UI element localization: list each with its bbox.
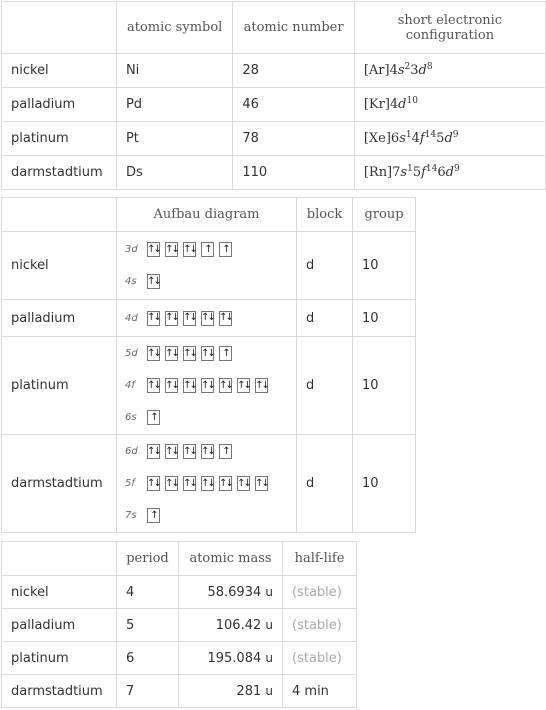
config-text: [Xe]6 xyxy=(363,131,400,146)
corner-header xyxy=(2,2,117,54)
electron-pair-box: ↑↓ xyxy=(201,476,214,491)
electron-single-box: ↑ xyxy=(147,508,160,523)
config-orbital: f xyxy=(421,165,426,180)
config-orbital: d xyxy=(445,165,454,180)
element-name: palladium xyxy=(2,300,117,337)
orbital-label: 5d xyxy=(125,348,138,359)
orbital-label: 4s xyxy=(125,276,137,287)
orbital-row xyxy=(125,370,288,402)
orbital-label: 3d xyxy=(125,244,138,255)
electron-pair-box: ↑↓ xyxy=(165,311,178,326)
mass-unit: u xyxy=(265,584,273,599)
config-orbital: d xyxy=(418,63,427,78)
aufbau-table xyxy=(1,197,416,533)
electron-pair-box: ↑↓ xyxy=(219,476,232,491)
element-properties-table xyxy=(1,1,546,190)
element-name: palladium xyxy=(2,88,117,122)
config-occupancy: 8 xyxy=(426,62,433,72)
table-row xyxy=(2,642,357,675)
block: d xyxy=(297,300,353,337)
half-life: (stable) xyxy=(283,642,357,675)
electron-pair-box: ↑↓ xyxy=(147,346,160,361)
header-atomic-mass: atomic mass xyxy=(179,542,283,576)
element-name: platinum xyxy=(2,337,117,435)
electron-pair-box: ↑↓ xyxy=(147,476,160,491)
config-text: 5 xyxy=(412,165,422,180)
config-occupancy: 14 xyxy=(424,130,437,140)
aufbau-diagram xyxy=(117,435,297,533)
element-name: nickel xyxy=(2,54,117,88)
mass-value: 281 xyxy=(236,683,262,699)
config-text: 5 xyxy=(436,131,445,146)
atomic-number: 46 xyxy=(233,88,354,122)
electron-pair-box: ↑↓ xyxy=(165,242,178,257)
config-text: [Ar]4 xyxy=(363,63,398,78)
atomic-symbol: Pd xyxy=(116,88,232,122)
mass-unit: u xyxy=(265,617,273,632)
table-row xyxy=(2,54,546,88)
electron-pair-box: ↑↓ xyxy=(165,444,178,459)
orbital-label: 4f xyxy=(125,380,135,391)
group: 10 xyxy=(353,232,416,300)
orbital-row xyxy=(125,234,288,266)
config-text: 6 xyxy=(437,165,446,180)
element-name: palladium xyxy=(2,609,117,642)
config-text: 4 xyxy=(411,131,420,146)
table-row xyxy=(2,156,546,190)
orbital-label: 4d xyxy=(125,312,138,324)
block: d xyxy=(297,232,353,300)
mass-value: 58.6934 xyxy=(207,584,262,600)
electron-single-box: ↑ xyxy=(147,410,160,425)
period: 5 xyxy=(117,609,179,642)
element-name: darmstadtium xyxy=(2,675,117,708)
atomic-number: 28 xyxy=(233,54,354,88)
config-occupancy: 1 xyxy=(405,130,412,140)
electron-pair-box: ↑↓ xyxy=(147,274,160,289)
orbital-row xyxy=(125,468,288,500)
header-atomic-number: atomic number xyxy=(233,2,354,54)
orbital-label: 6d xyxy=(125,446,138,457)
electron-pair-box: ↑↓ xyxy=(201,444,214,459)
orbital-row xyxy=(125,302,288,334)
electron-pair-box: ↑↓ xyxy=(237,476,250,491)
element-name: nickel xyxy=(2,232,117,300)
orbital-row xyxy=(125,338,288,370)
electron-pair-box: ↑↓ xyxy=(219,378,232,393)
atomic-symbol: Pt xyxy=(116,122,232,156)
electron-single-box: ↑ xyxy=(219,242,232,257)
mass-halflife-table xyxy=(1,541,357,708)
orbital-row xyxy=(125,500,288,532)
electron-pair-box: ↑↓ xyxy=(183,346,196,361)
corner-header xyxy=(2,542,117,576)
electronic-configuration xyxy=(354,88,545,122)
table-header-row xyxy=(2,198,416,232)
config-occupancy: 14 xyxy=(425,164,438,174)
config-occupancy: 9 xyxy=(453,164,460,174)
orbital-row xyxy=(125,266,288,298)
table-row xyxy=(2,122,546,156)
config-text: 3 xyxy=(410,63,419,78)
config-text: [Kr]4 xyxy=(363,97,399,112)
table-row xyxy=(2,88,546,122)
mass-unit: u xyxy=(265,650,273,665)
header-atomic-symbol: atomic symbol xyxy=(116,2,232,54)
aufbau-diagram xyxy=(117,300,297,337)
electron-pair-box: ↑↓ xyxy=(183,311,196,326)
table-row xyxy=(2,675,357,708)
electronic-configuration xyxy=(354,156,545,190)
group: 10 xyxy=(353,300,416,337)
period: 7 xyxy=(117,675,179,708)
atomic-mass xyxy=(179,609,283,642)
config-occupancy: 2 xyxy=(404,62,411,72)
corner-header xyxy=(2,198,117,232)
aufbau-diagram xyxy=(117,232,297,300)
half-life: 4 min xyxy=(283,675,357,708)
period: 4 xyxy=(117,576,179,609)
config-text: [Rn]7 xyxy=(363,165,401,180)
electron-pair-box: ↑↓ xyxy=(219,311,232,326)
electronic-configuration xyxy=(354,54,545,88)
config-occupancy: 9 xyxy=(452,130,459,140)
electron-pair-box: ↑↓ xyxy=(201,346,214,361)
atomic-mass xyxy=(179,576,283,609)
config-orbital: s xyxy=(397,63,405,78)
element-name: nickel xyxy=(2,576,117,609)
aufbau-diagram xyxy=(117,337,297,435)
mass-unit: u xyxy=(265,683,273,698)
element-name: platinum xyxy=(2,122,117,156)
period: 6 xyxy=(117,642,179,675)
config-orbital: s xyxy=(399,131,406,146)
config-orbital: s xyxy=(400,165,408,180)
electron-pair-box: ↑↓ xyxy=(165,346,178,361)
table-header-row xyxy=(2,2,546,54)
atomic-number: 78 xyxy=(233,122,354,156)
table-row xyxy=(2,435,416,533)
electron-pair-box: ↑↓ xyxy=(201,311,214,326)
electron-pair-box: ↑↓ xyxy=(255,378,268,393)
config-orbital: d xyxy=(398,97,407,112)
table-row xyxy=(2,337,416,435)
element-name: darmstadtium xyxy=(2,156,117,190)
header-electronic-configuration: short electronic configuration xyxy=(354,2,545,54)
electron-pair-box: ↑↓ xyxy=(183,378,196,393)
electron-pair-box: ↑↓ xyxy=(183,444,196,459)
electron-single-box: ↑ xyxy=(219,346,232,361)
table-header-row xyxy=(2,542,357,576)
orbital-label: 5f xyxy=(125,478,135,489)
header-period: period xyxy=(117,542,179,576)
table-row xyxy=(2,300,416,337)
header-group: group xyxy=(353,198,416,232)
electron-single-box: ↑ xyxy=(201,242,214,257)
atomic-symbol: Ds xyxy=(116,156,232,190)
electron-pair-box: ↑↓ xyxy=(255,476,268,491)
atomic-mass xyxy=(179,675,283,708)
orbital-label: 7s xyxy=(125,510,137,521)
config-occupancy: 10 xyxy=(406,96,418,106)
group: 10 xyxy=(353,435,416,533)
group: 10 xyxy=(353,337,416,435)
electron-pair-box: ↑↓ xyxy=(165,476,178,491)
header-half-life: half-life xyxy=(283,542,357,576)
block: d xyxy=(297,337,353,435)
element-name: platinum xyxy=(2,642,117,675)
electron-pair-box: ↑↓ xyxy=(165,378,178,393)
orbital-label: 6s xyxy=(125,412,137,423)
orbital-row xyxy=(125,402,288,434)
electron-pair-box: ↑↓ xyxy=(183,242,196,257)
config-orbital: f xyxy=(419,131,425,146)
atomic-number: 110 xyxy=(233,156,354,190)
half-life: (stable) xyxy=(283,576,357,609)
atomic-mass xyxy=(179,642,283,675)
block: d xyxy=(297,435,353,533)
mass-value: 195.084 xyxy=(207,650,262,666)
electron-pair-box: ↑↓ xyxy=(147,378,160,393)
config-orbital: d xyxy=(444,131,453,146)
mass-value: 106.42 xyxy=(215,617,262,633)
config-occupancy: 1 xyxy=(407,164,413,174)
table-row xyxy=(2,232,416,300)
half-life: (stable) xyxy=(283,609,357,642)
header-aufbau-diagram: Aufbau diagram xyxy=(117,198,297,232)
electron-pair-box: ↑↓ xyxy=(147,242,160,257)
electron-single-box: ↑ xyxy=(219,444,232,459)
electron-pair-box: ↑↓ xyxy=(183,476,196,491)
table-row xyxy=(2,609,357,642)
header-block: block xyxy=(297,198,353,232)
table-row xyxy=(2,576,357,609)
element-name: darmstadtium xyxy=(2,435,117,533)
electron-pair-box: ↑↓ xyxy=(237,378,250,393)
electronic-configuration xyxy=(354,122,545,156)
atomic-symbol: Ni xyxy=(116,54,232,88)
electron-pair-box: ↑↓ xyxy=(147,311,160,326)
orbital-row xyxy=(125,436,288,468)
electron-pair-box: ↑↓ xyxy=(147,444,160,459)
electron-pair-box: ↑↓ xyxy=(201,378,214,393)
